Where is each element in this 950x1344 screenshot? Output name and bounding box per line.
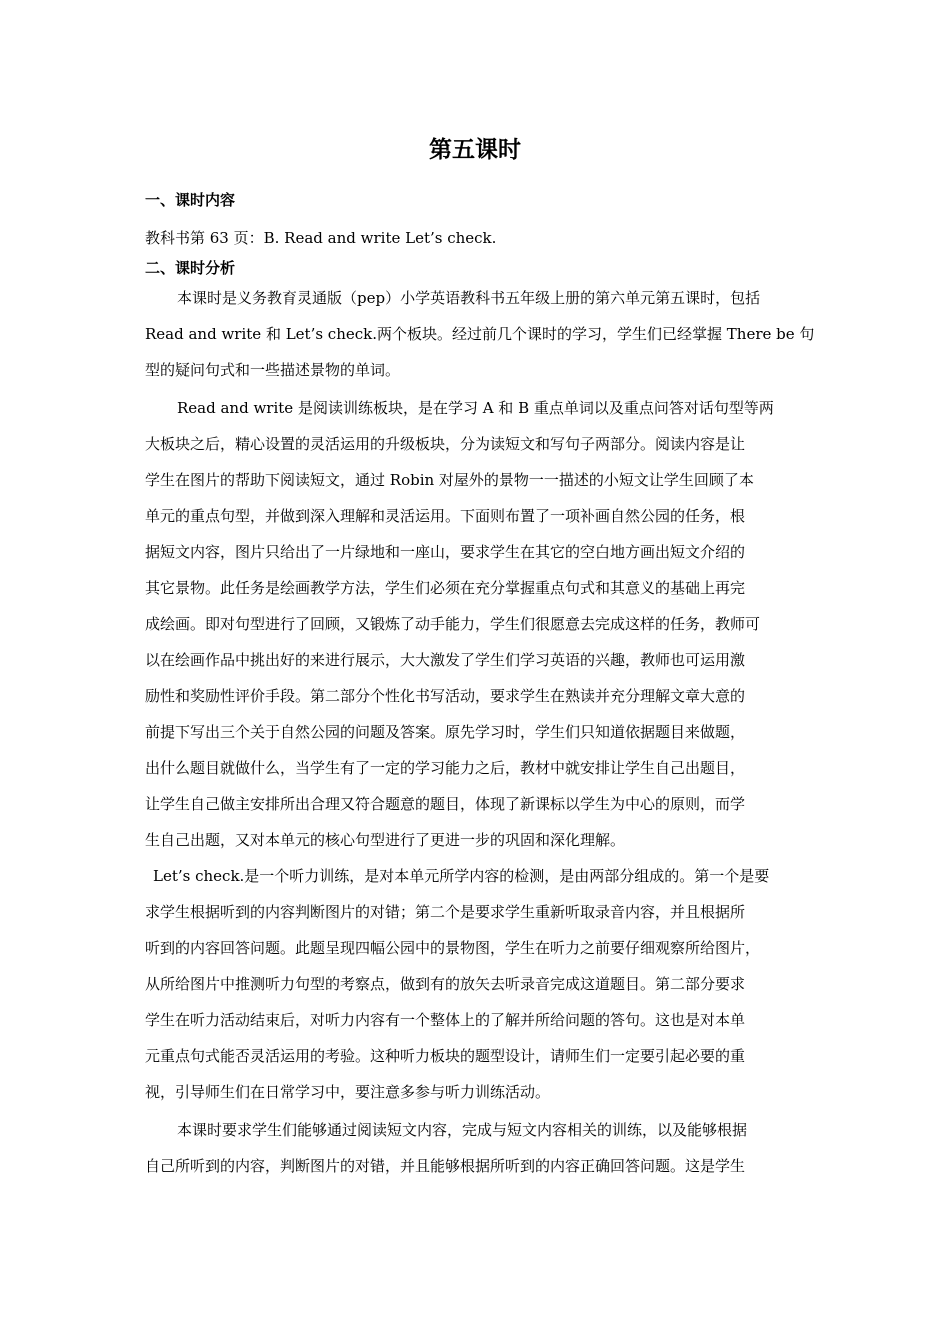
- paragraph-line: 视，引导师生们在日常学习中，要注意多参与听力训练活动。: [145, 1083, 551, 1101]
- paragraph-read-and-write: [145, 390, 811, 858]
- paragraph-line: 单元的重点句型，并做到深入理解和灵活运用。下面则布置了一项补画自然公园的任务，根: [145, 507, 746, 525]
- paragraph-line: Let’s check.是一个听力训练，是对本单元所学内容的检测，是由两部分组成的。第一个是要: [153, 867, 770, 885]
- paragraph-line: 本课时要求学生们能够通过阅读短文内容，完成与短文内容相关的训练，以及能够根据: [177, 1121, 748, 1139]
- paragraph-line: 以在绘画作品中挑出好的来进行展示，大大激发了学生们学习英语的兴趣，教师也可运用激: [145, 651, 746, 669]
- paragraph-line: 本课时是义务教育灵通版（pep）小学英语教科书五年级上册的第六单元第五课时，包括: [177, 289, 761, 307]
- paragraph-line: Read and write 是阅读训练板块，是在学习 A 和 B 重点单词以及重点问答对话句型等两: [177, 399, 774, 417]
- paragraph-line: 生自己出题，又对本单元的核心句型进行了更进一步的巩固和深化理解。: [145, 831, 626, 849]
- paragraph-line: 让学生自己做主安排所出合理又符合题意的题目，体现了新课标以学生为中心的原则，而学: [145, 795, 746, 813]
- paragraph-line: 听到的内容回答问题。此题呈现四幅公园中的景物图，学生在听力之前要仔细观察所给图片，: [145, 939, 761, 957]
- paragraph-line: 大板块之后，精心设置的灵活运用的升级板块，分为读短文和写句子两部分。阅读内容是让: [145, 435, 746, 453]
- paragraph-objectives: [145, 1112, 811, 1184]
- page-title: 第五课时: [429, 137, 521, 163]
- paragraph-line: 励性和奖励性评价手段。第二部分个性化书写活动，要求学生在熟读并充分理解文章大意的: [145, 687, 746, 705]
- paragraph-line: 自己所听到的内容，判断图片的对错，并且能够根据所听到的内容正确回答问题。这是学生: [145, 1157, 746, 1175]
- paragraph-line: 前提下写出三个关于自然公园的问题及答案。原先学习时，学生们只知道依据题目来做题，: [145, 723, 746, 741]
- paragraph-line: 求学生根据听到的内容判断图片的对错；第二个是要求学生重新听取录音内容，并且根据所: [145, 903, 746, 921]
- paragraph-line: 型的疑问句式和一些描述景物的单词。: [145, 361, 401, 379]
- section-heading-lesson-analysis: 二、课时分析: [145, 259, 236, 277]
- paragraph-line: 学生在图片的帮助下阅读短文，通过 Robin 对屋外的景物一一描述的小短文让学生回顾了本: [145, 471, 754, 489]
- section-heading-lesson-content: 一、课时内容: [145, 191, 236, 209]
- paragraph-line: 成绘画。即对句型进行了回顾，又锻炼了动手能力，学生们很愿意去完成这样的任务，教师可: [145, 615, 761, 633]
- paragraph-intro: [145, 280, 815, 388]
- paragraph-line: Read and write 和 Let’s check.两个板块。经过前几个课时的学习，学生们已经掌握 There be 句: [145, 325, 815, 343]
- paragraph-lets-check: [145, 858, 811, 1110]
- paragraph-line: 元重点句式能否灵活运用的考验。这种听力板块的题型设计，请师生们一定要引起必要的重: [145, 1047, 746, 1065]
- lesson-content-text: 教科书第 63 页：B. Read and write Let’s check.: [145, 229, 497, 247]
- paragraph-line: 其它景物。此任务是绘画教学方法，学生们必须在充分掌握重点句式和其意义的基础上再完: [145, 579, 746, 597]
- document-body: [145, 186, 815, 1184]
- paragraph-line: 学生在听力活动结束后，对听力内容有一个整体上的了解并所给问题的答句。这也是对本单: [145, 1011, 746, 1029]
- paragraph-line: 据短文内容，图片只给出了一片绿地和一座山，要求学生在其它的空白地方画出短文介绍的: [145, 543, 746, 561]
- paragraph-line: 出什么题目就做什么，当学生有了一定的学习能力之后，教材中就安排让学生自己出题目，: [145, 759, 746, 777]
- paragraph-line: 从所给图片中推测听力句型的考察点，做到有的放矢去听录音完成这道题目。第二部分要求: [145, 975, 746, 993]
